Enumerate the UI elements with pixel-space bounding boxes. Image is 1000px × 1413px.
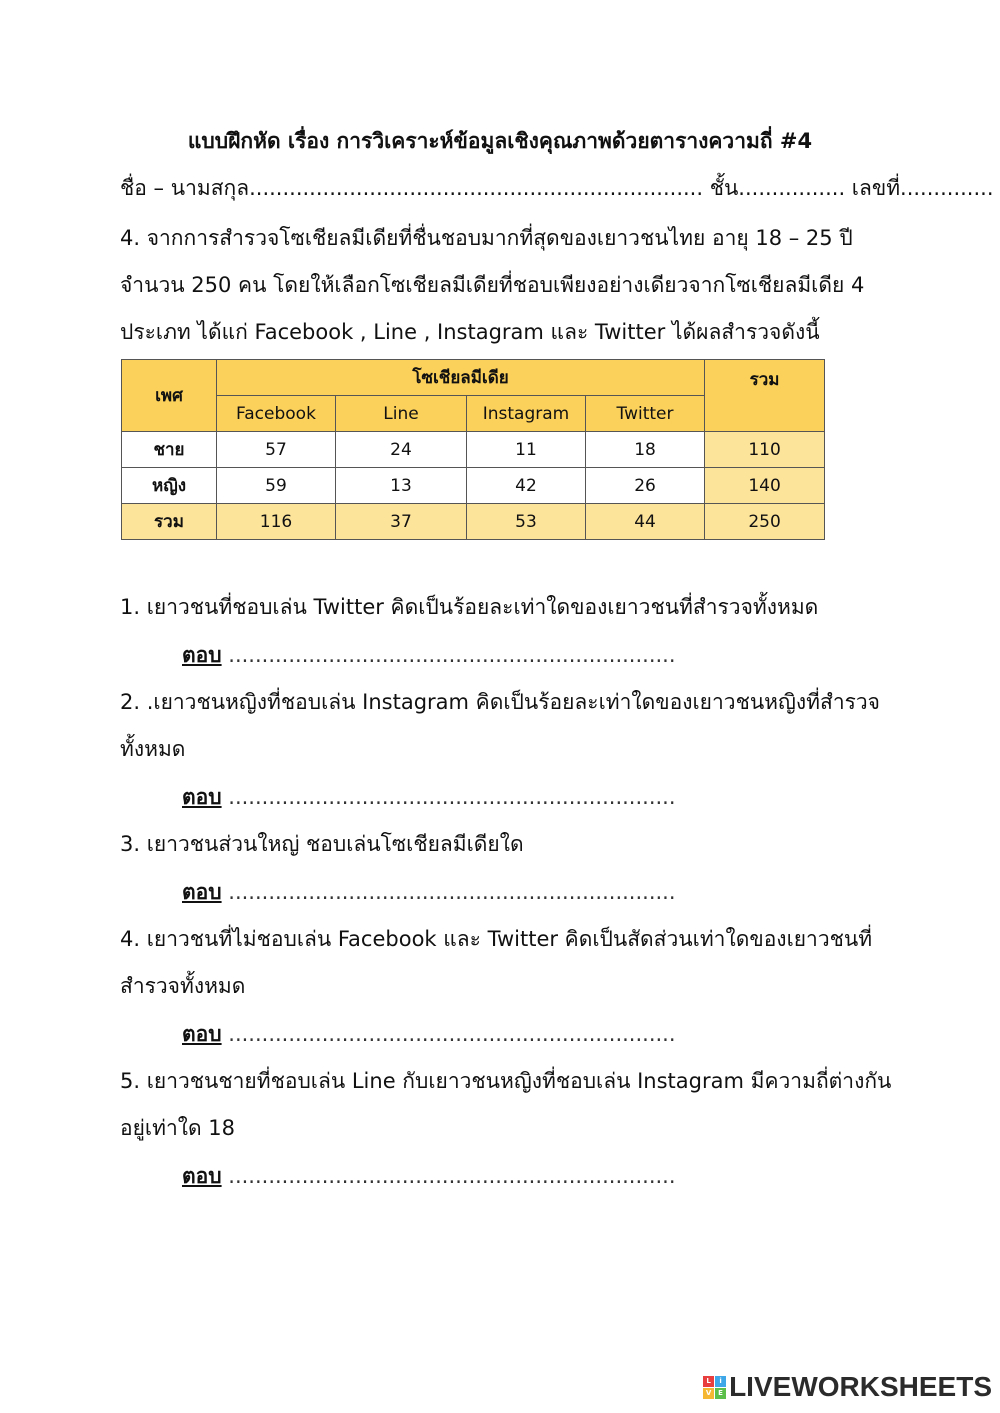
answer-blank[interactable]: ...................................................................	[228, 880, 676, 904]
table-row	[122, 432, 825, 468]
table-cell: 37	[336, 504, 467, 540]
answer-blank[interactable]: ...................................................................	[228, 1022, 676, 1046]
name-line: ชื่อ – นามสกุล.................................................................... ชั้น................ เลขที่..............	[120, 176, 994, 200]
answer-blank[interactable]: ...................................................................	[228, 643, 676, 667]
answer-1	[182, 640, 676, 670]
question-5-line-1: 5. เยาวชนชายที่ชอบเล่น Line กับเยาวชนหญิงที่ชอบเล่น Instagram มีความถี่ต่างกัน	[120, 1069, 892, 1093]
intro-line-2: จำนวน 250 คน โดยให้เลือกโซเชียลมีเดียที่ชอบเพียงอย่างเดียวจากโซเชียลมีเดีย 4	[120, 273, 865, 297]
answer-label: ตอบ	[182, 785, 222, 809]
total-header: รวม	[705, 360, 825, 432]
frequency-table	[121, 359, 825, 540]
row-label: หญิง	[122, 468, 217, 504]
row-total: 250	[705, 504, 825, 540]
logo-icon-letter: L	[703, 1376, 714, 1387]
table-cell: 26	[586, 468, 705, 504]
table-cell: 42	[467, 468, 586, 504]
answer-label: ตอบ	[182, 643, 222, 667]
question-2-line-2: ทั้งหมด	[120, 737, 186, 761]
row-total: 140	[705, 468, 825, 504]
answer-label: ตอบ	[182, 1164, 222, 1188]
table-cell: 24	[336, 432, 467, 468]
table-cell: 11	[467, 432, 586, 468]
page-title: แบบฝึกหัด เรื่อง การวิเคราะห์ข้อมูลเชิงคุณภาพด้วยตารางความถี่ #4	[187, 129, 813, 153]
column-header: Facebook	[217, 396, 336, 432]
question-3: 3. เยาวชนส่วนใหญ่ ชอบเล่นโซเชียลมีเดียใด	[120, 832, 524, 856]
logo-icon	[703, 1376, 726, 1399]
column-header: Line	[336, 396, 467, 432]
answer-label: ตอบ	[182, 880, 222, 904]
answer-4	[182, 1019, 676, 1049]
column-header: Instagram	[467, 396, 586, 432]
row-total: 110	[705, 432, 825, 468]
table-cell: 18	[586, 432, 705, 468]
answer-blank[interactable]: ...................................................................	[228, 1164, 676, 1188]
table-cell: 53	[467, 504, 586, 540]
table-cell: 116	[217, 504, 336, 540]
answer-5	[182, 1161, 676, 1191]
table-cell: 57	[217, 432, 336, 468]
answer-3	[182, 877, 676, 907]
question-5-line-2: อยู่เท่าใด 18	[120, 1116, 236, 1140]
answer-label: ตอบ	[182, 1022, 222, 1046]
intro-line-3: ประเภท ได้แก่ Facebook , Line , Instagram และ Twitter ได้ผลสำรวจดังนี้	[120, 320, 820, 344]
question-1: 1. เยาวชนที่ชอบเล่น Twitter คิดเป็นร้อยละเท่าใดของเยาวชนที่สำรวจทั้งหมด	[120, 595, 819, 619]
question-4-line-2: สำรวจทั้งหมด	[120, 974, 246, 998]
question-2-line-1: 2. .เยาวชนหญิงที่ชอบเล่น Instagram คิดเป็นร้อยละเท่าใดของเยาวชนหญิงที่สำรวจ	[120, 690, 880, 714]
table-cell: 13	[336, 468, 467, 504]
intro-line-1: 4. จากการสำรวจโซเชียลมีเดียที่ชื่นชอบมากที่สุดของเยาวชนไทย อายุ 18 – 25 ปี	[120, 226, 853, 250]
table-cell: 59	[217, 468, 336, 504]
gender-header: เพศ	[122, 360, 217, 432]
row-label: ชาย	[122, 432, 217, 468]
logo-icon-letter: i	[715, 1376, 726, 1387]
question-4-line-1: 4. เยาวชนที่ไม่ชอบเล่น Facebook และ Twitter คิดเป็นสัดส่วนเท่าใดของเยาวชนที่	[120, 927, 873, 951]
logo-text: LIVEWORKSHEETS	[729, 1371, 992, 1402]
media-header: โซเชียลมีเดีย	[217, 360, 705, 396]
table-cell: 44	[586, 504, 705, 540]
logo-icon-letter: V	[703, 1388, 714, 1399]
column-header: Twitter	[586, 396, 705, 432]
row-label: รวม	[122, 504, 217, 540]
liveworksheets-logo	[703, 1371, 992, 1403]
table-row-total	[122, 504, 825, 540]
answer-2	[182, 782, 676, 812]
answer-blank[interactable]: ...................................................................	[228, 785, 676, 809]
logo-icon-letter: E	[715, 1388, 726, 1399]
table-row	[122, 468, 825, 504]
